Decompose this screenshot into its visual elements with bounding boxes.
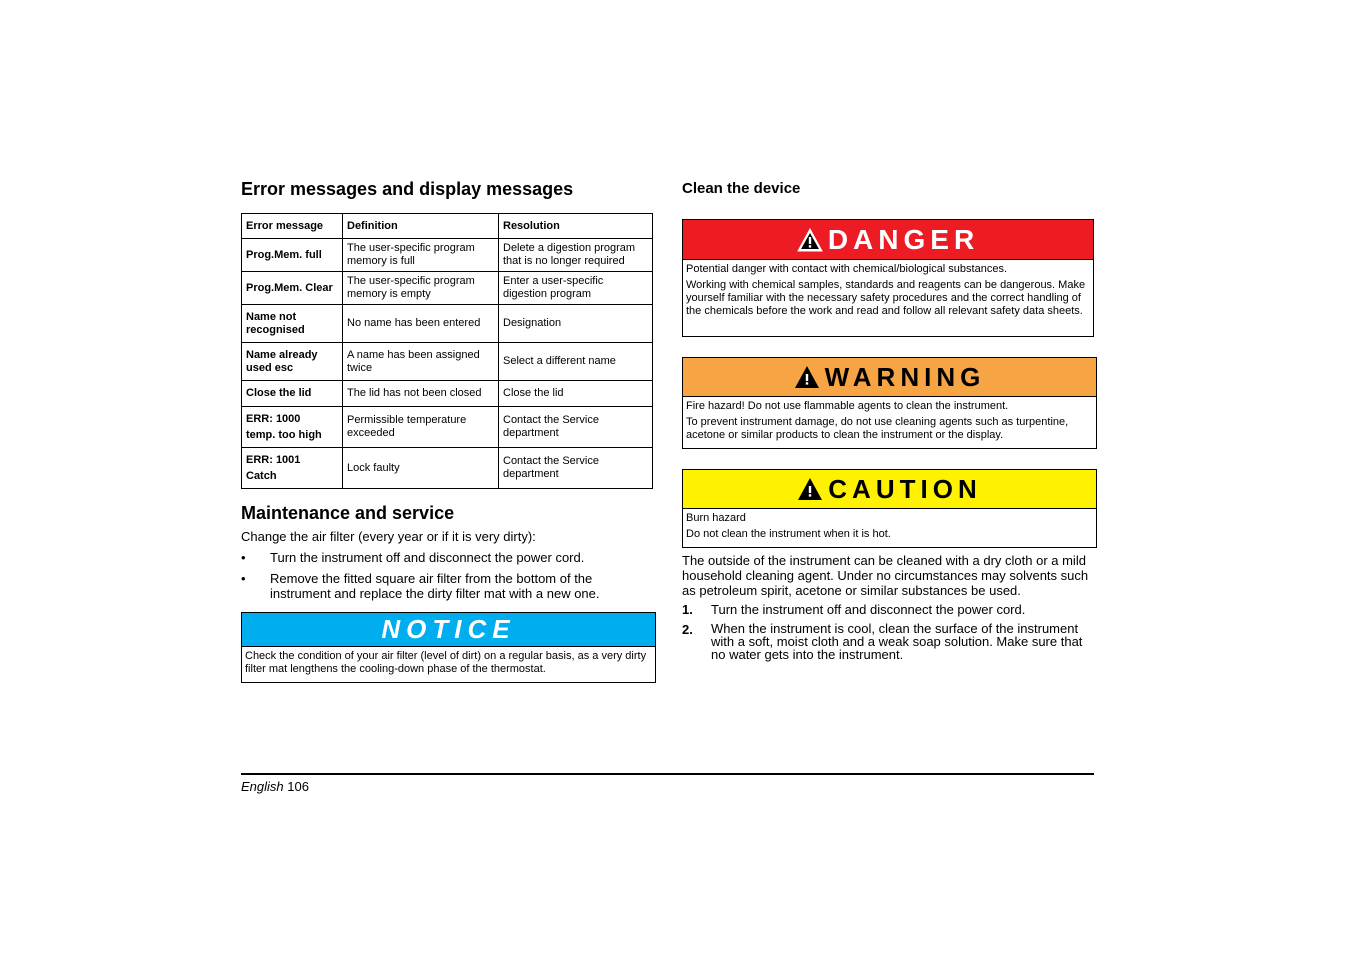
table-row [242, 272, 653, 305]
warning-box [682, 357, 1097, 449]
error-message: Prog.Mem. Clear [246, 281, 333, 294]
step-text: When the instrument is cool, clean the surface of the instrument with a soft, moist cloth and a weak soap solution. Make sure that no water gets into the instrument. [711, 621, 1083, 662]
table-row [242, 407, 653, 448]
list-item-text: Remove the fitted square air filter from the bottom of the instrument and replace the dirty filter mat with a new one. [270, 571, 600, 601]
notice-body [242, 647, 655, 682]
warning-body [683, 397, 1096, 448]
resolution-cell: Designation [499, 305, 653, 343]
danger-box [682, 219, 1094, 337]
definition-cell: Permissible temperature exceeded [343, 407, 499, 448]
table-header-row [242, 214, 653, 239]
definition-cell: No name has been entered [343, 305, 499, 343]
definition-cell: The user-specific program memory is empty [343, 272, 499, 305]
warning-line: To prevent instrument damage, do not use cleaning agents such as turpentine, acetone or similar products to clean the instrument or the display. [686, 416, 1069, 441]
error-code: ERR: 1001 [246, 453, 301, 466]
danger-line: Working with chemical samples, standards and reagents can be dangerous. Make yourself familiar with the necessary safety procedures and the correct handling of the chemicals before the work and read and follow all relevant safety data sheets. [686, 279, 1086, 317]
error-message: Close the lid [246, 387, 312, 399]
definition-cell: Lock faulty [343, 448, 499, 489]
table-row [242, 343, 653, 381]
step-number: 2. [682, 622, 693, 637]
error-message-cell [242, 272, 343, 305]
error-message: Name already used esc [246, 348, 318, 374]
table-row [242, 448, 653, 489]
resolution-cell: Select a different name [499, 343, 653, 381]
table-row [242, 305, 653, 343]
warning-triangle-icon [797, 477, 823, 501]
section-title-maintenance: Maintenance and service [241, 503, 455, 523]
definition-cell: A name has been assigned twice [343, 343, 499, 381]
column-header-definition: Definition [343, 214, 499, 239]
bullet-mark: • [241, 571, 246, 586]
error-message-cell [242, 381, 343, 407]
error-message: Name not recognised [246, 310, 305, 336]
resolution-cell: Close the lid [499, 381, 653, 407]
notice-signal-word: NOTICE [381, 614, 516, 644]
cleaning-paragraph: The outside of the instrument can be cleaned with a dry cloth or a mild household cleaning agent. Under no circumstances may solvents such as petroleum spirit, acetone or similar substances be used. [682, 553, 1089, 598]
column-header-error-message: Error message [242, 214, 343, 239]
page-footer [241, 779, 309, 794]
list-item-text: Turn the instrument off and disconnect the power cord. [270, 550, 585, 565]
page-number: 106 [287, 779, 309, 794]
column-header-resolution: Resolution [499, 214, 653, 239]
caution-header [683, 470, 1096, 509]
resolution-cell: Contact the Service department [499, 448, 653, 489]
error-message-cell [242, 448, 343, 489]
error-message: Prog.Mem. full [246, 248, 322, 261]
warning-triangle-icon [797, 228, 823, 252]
bullet-mark: • [241, 550, 246, 565]
footer-language: English [241, 779, 284, 794]
caution-signal-word: CAUTION [828, 473, 982, 504]
danger-line: Potential danger with contact with chemical/biological substances. [686, 263, 1008, 275]
table-row [242, 239, 653, 272]
danger-signal-word: DANGER [827, 223, 980, 255]
table-row [242, 381, 653, 407]
error-message-cell [242, 305, 343, 343]
step-text: Turn the instrument off and disconnect the power cord. [711, 602, 1026, 617]
error-message-cell [242, 239, 343, 272]
list-item [241, 550, 653, 566]
section-title-clean-device: Clean the device [682, 180, 801, 197]
danger-body [683, 260, 1093, 324]
caution-line: Burn hazard [686, 512, 746, 524]
notice-box [241, 612, 656, 683]
definition-cell: The user-specific program memory is full [343, 239, 499, 272]
danger-header [683, 220, 1093, 260]
footer-divider [241, 773, 1094, 775]
error-code: ERR: 1000 [246, 412, 301, 425]
caution-box [682, 469, 1097, 548]
resolution-cell: Enter a user-specific digestion program [499, 272, 653, 305]
warning-triangle-icon [794, 365, 820, 389]
caution-line: Do not clean the instrument when it is hot. [686, 528, 891, 540]
warning-header [683, 358, 1096, 397]
resolution-cell: Delete a digestion program that is no longer required [499, 239, 653, 272]
definition-cell: The lid has not been closed [343, 381, 499, 407]
numbered-step [682, 602, 1094, 618]
caution-body [683, 509, 1096, 547]
warning-signal-word: WARNING [824, 361, 986, 392]
step-number: 1. [682, 602, 693, 617]
error-messages-table [241, 213, 653, 489]
error-detail: temp. too high [246, 428, 322, 441]
error-message-cell [242, 407, 343, 448]
numbered-step [682, 622, 1094, 668]
list-item [241, 571, 653, 603]
error-message-cell [242, 343, 343, 381]
notice-text: Check the condition of your air filter (level of dirt) on a regular basis, as a very dirty filter mat lengthens the cooling-down phase of the thermostat. [245, 650, 647, 675]
notice-header [242, 613, 655, 647]
resolution-cell: Contact the Service department [499, 407, 653, 448]
warning-line: Fire hazard! Do not use flammable agents to clean the instrument. [686, 400, 1009, 412]
maintenance-intro: Change the air filter (every year or if it is very dirty): [241, 529, 536, 544]
section-title-error-messages: Error messages and display messages [241, 179, 574, 199]
error-detail: Catch [246, 469, 277, 482]
